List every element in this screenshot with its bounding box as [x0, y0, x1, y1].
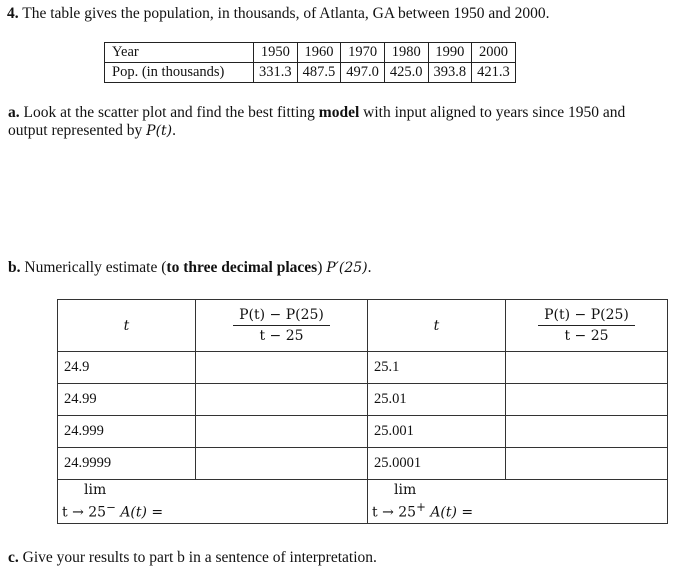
limit-row [58, 480, 668, 524]
part-b-text: Numerically estimate ( [20, 259, 167, 276]
right-quotient-header [506, 300, 668, 352]
table-row [58, 416, 668, 448]
left-t-value: 24.9 [58, 352, 196, 384]
year-cell: 1950 [254, 43, 298, 63]
part-a-text-2: with input aligned to years since 1950 and output represented by [8, 104, 626, 139]
population-cell: 487.5 [297, 63, 341, 83]
question-4-prompt [7, 5, 550, 23]
right-t-value: 25.0001 [368, 448, 506, 480]
left-answer-cell[interactable] [196, 416, 368, 448]
part-b-bold: to three decimal places [166, 259, 318, 276]
population-row-label: Pop. (in thousands) [105, 63, 254, 83]
left-quotient-header [196, 300, 368, 352]
left-t-header [58, 300, 196, 352]
limit-subscript [372, 498, 426, 522]
left-t-value: 24.999 [58, 416, 196, 448]
limit-function: A(t) = [430, 504, 474, 521]
population-table [104, 42, 516, 83]
left-limit-cell[interactable] [58, 480, 368, 524]
table-row [58, 384, 668, 416]
limit-direction: + [416, 499, 426, 514]
quotient-denominator: t − 25 [564, 327, 609, 344]
year-cell: 1970 [341, 43, 385, 63]
part-c-prompt [8, 549, 377, 567]
year-cell: 1960 [297, 43, 341, 63]
left-answer-cell[interactable] [196, 384, 368, 416]
right-hand-limit [368, 482, 473, 522]
difference-quotient [233, 307, 330, 344]
year-row [105, 43, 516, 63]
question-4-text: The table gives the population, in thousands, of Atlanta, GA between 1950 and 2000. [18, 5, 550, 22]
part-a-text: Look at the scatter plot and find the best fitting [19, 104, 319, 121]
difference-quotient [538, 307, 635, 344]
right-answer-cell[interactable] [506, 448, 668, 480]
limit-approach: t → 25 [62, 504, 107, 521]
year-cell: 1990 [428, 43, 472, 63]
left-t-value: 24.9999 [58, 448, 196, 480]
part-a-prompt [8, 104, 668, 140]
left-answer-cell[interactable] [196, 352, 368, 384]
limit-direction: − [106, 499, 116, 514]
population-cell: 425.0 [384, 63, 428, 83]
estimate-header-row [58, 300, 668, 352]
part-c-text: Give your results to part b in a sentence of interpretation. [18, 549, 377, 566]
right-t-header [368, 300, 506, 352]
right-answer-cell[interactable] [506, 384, 668, 416]
population-cell: 497.0 [341, 63, 385, 83]
part-b-end: . [367, 259, 372, 276]
right-answer-cell[interactable] [506, 416, 668, 448]
right-t-value: 25.1 [368, 352, 506, 384]
population-row [105, 63, 516, 83]
part-b-prompt [8, 259, 371, 277]
quotient-numerator: P(t) − P(25) [233, 307, 330, 326]
population-cell: 393.8 [428, 63, 472, 83]
right-limit-cell[interactable] [368, 480, 668, 524]
limit-subscript [62, 498, 116, 522]
limit-word: lim [394, 481, 417, 498]
limit-approach: t → 25 [372, 504, 417, 521]
population-cell: 331.3 [254, 63, 298, 83]
part-a-bold: model [318, 104, 360, 121]
question-number: 4. [7, 5, 19, 22]
year-cell: 1980 [384, 43, 428, 63]
limit-word: lim [84, 481, 107, 498]
limit-function: A(t) = [120, 504, 164, 521]
table-row [58, 448, 668, 480]
right-t-value: 25.01 [368, 384, 506, 416]
left-t-value: 24.99 [58, 384, 196, 416]
t-variable: t [123, 317, 130, 334]
part-b-derivative: P′(25) [326, 260, 368, 276]
year-cell: 2000 [472, 43, 516, 63]
part-b-label: b. [8, 259, 21, 276]
left-answer-cell[interactable] [196, 448, 368, 480]
part-c-label: c. [8, 549, 19, 566]
year-row-label: Year [105, 43, 254, 63]
estimate-table [57, 299, 668, 524]
part-b-text-2: ) [317, 259, 327, 276]
left-hand-limit [58, 482, 163, 522]
right-answer-cell[interactable] [506, 352, 668, 384]
t-variable: t [433, 317, 440, 334]
right-t-value: 25.001 [368, 416, 506, 448]
population-cell: 421.3 [472, 63, 516, 83]
table-row [58, 352, 668, 384]
quotient-denominator: t − 25 [259, 327, 304, 344]
quotient-numerator: P(t) − P(25) [538, 307, 635, 326]
part-a-function: P(t) [146, 123, 173, 139]
part-a-end: . [172, 122, 177, 139]
part-a-label: a. [8, 104, 20, 121]
